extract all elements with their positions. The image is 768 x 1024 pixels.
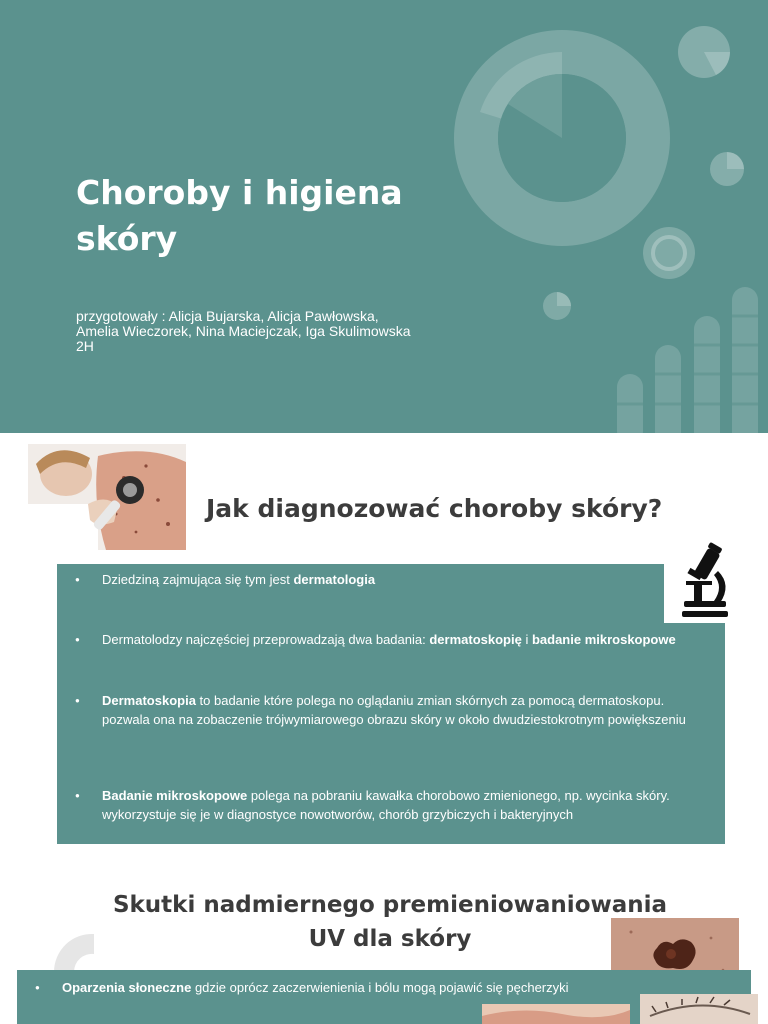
presentation-title: Choroby i higiena skóry	[76, 173, 403, 258]
sunburn-photo	[482, 1004, 630, 1024]
list-item: ● Badanie mikroskopowe polega na pobraniu kawałka chorobowo zmienionego, np. wycinka skóry. wykorzystuje się je w diagnostyce nowotworów, chorób grzybiczych i bakteryjnych	[102, 786, 714, 824]
small-circle-mid-wedge	[727, 152, 744, 169]
diagnosis-panel	[57, 564, 725, 844]
ring-circle	[643, 227, 695, 279]
eye-photo	[640, 994, 758, 1024]
microscope-icon	[664, 541, 746, 623]
diagnosis-heading: Jak diagnozować choroby skóry?	[206, 494, 663, 523]
list-item: ● Dziedziną zajmująca się tym jest dermatologia	[102, 570, 702, 589]
dermatoscopy-photo	[28, 444, 186, 550]
list-item: ● Dermatolodzy najczęściej przeprowadzają dwa badania: dermatoskopię i badanie mikroskopowe	[102, 630, 722, 649]
authors-text: przygotowały : Alicja Bujarska, Alicja Pawłowska, Amelia Wieczorek, Nina Maciejczak, Iga Skulimowska 2H	[76, 308, 411, 354]
title-slide	[0, 0, 768, 433]
bars-decoration	[617, 287, 758, 433]
list-item: ● Dermatoskopia to badanie które polega no oglądaniu zmian skórnych za pomocą dermatoskopu. pozwala ona na zobaczenie trójwymiarowego obrazu skóry w około dwudziestokrotnym powiększeniu	[102, 691, 714, 729]
tiny-circle-wedge	[557, 292, 571, 306]
uv-heading: Skutki nadmiernego premieniowaniowania UV dla skóry	[112, 892, 668, 952]
decorative-quarter-ring	[52, 932, 98, 972]
list-item: ● Oparzenia słoneczne gdzie oprócz zaczerwienienia i bólu mogą pojawić się pęcherzyki	[62, 978, 632, 997]
